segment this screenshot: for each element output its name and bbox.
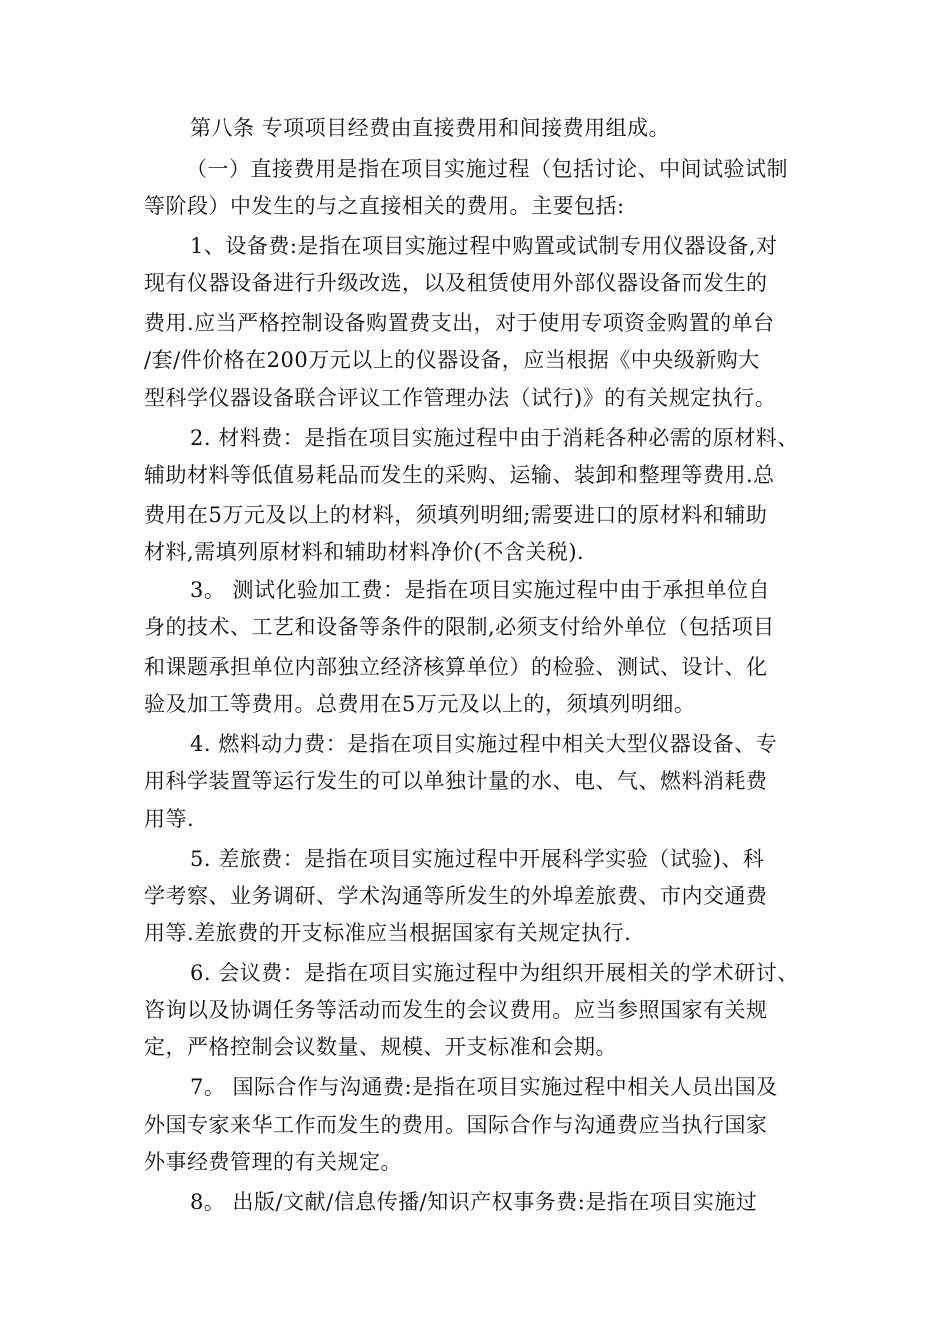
equipment-cost-line-3: 费用.应当严格控制设备购置费支出，对于使用专项资金购置的单台: [144, 311, 775, 335]
material-cost-line-2: 辅助材料等低值易耗品而发生的采购、运输、装卸和整理等费用.总: [144, 463, 775, 487]
material-cost-line-1: 2. 材料费：是指在项目实施过程中由于消耗各种必需的原材料、: [190, 426, 799, 450]
meeting-cost-line-2: 咨询以及协调任务等活动而发生的会议费用。应当参照国家有关规: [144, 998, 768, 1022]
fuel-power-cost-line-2: 用科学装置等运行发生的可以单独计量的水、电、气、燃料消耗费: [144, 769, 768, 793]
meeting-cost-line-3: 定，严格控制会议数量、规模、开支标准和会期。: [144, 1035, 617, 1059]
international-cost-line-1: 7。 国际合作与沟通费:是指在项目实施过程中相关人员出国及: [190, 1075, 778, 1099]
meeting-cost-line-1: 6. 会议费：是指在项目实施过程中为组织开展相关的学术研讨、: [190, 961, 799, 985]
equipment-cost-line-1: 1、设备费:是指在项目实施过程中购置或试制专用仪器设备,对: [190, 234, 778, 258]
international-cost-line-2: 外国专家来华工作而发生的费用。国际合作与沟通费应当执行国家: [144, 1113, 768, 1137]
travel-cost-line-1: 5. 差旅费：是指在项目实施过程中开展科学实验（试验)、科: [190, 847, 765, 871]
article-8-heading: 第八条 专项项目经费由直接费用和间接费用组成。: [190, 116, 671, 140]
travel-cost-line-3: 用等.差旅费的开支标准应当根据国家有关规定执行.: [144, 921, 632, 945]
testing-cost-line-3: 和课题承担单位内部独立经济核算单位）的检验、测试、设计、化: [144, 655, 768, 679]
material-cost-line-4: 材料,需填列原材料和辅助材料净价(不含关税).: [144, 540, 585, 564]
direct-costs-intro-line-2: 等阶段）中发生的与之直接相关的费用。主要包括:: [144, 194, 625, 218]
equipment-cost-line-5: 型科学仪器设备联合评议工作管理办法（试行)》的有关规定执行。: [144, 386, 777, 410]
equipment-cost-line-4: /套/件价格在200万元以上的仪器设备，应当根据《中央级新购大: [144, 348, 760, 372]
equipment-cost-line-2: 现有仪器设备进行升级改选，以及租赁使用外部仪器设备而发生的: [144, 271, 768, 295]
international-cost-line-3: 外事经费管理的有关规定。: [144, 1150, 402, 1174]
testing-cost-line-1: 3。 测试化验加工费：是指在项目实施过程中由于承担单位自: [190, 578, 771, 602]
travel-cost-line-2: 学考察、业务调研、学术沟通等所发生的外埠差旅费、市内交通费: [144, 884, 768, 908]
material-cost-line-3: 费用在5万元及以上的材料，须填列明细;需要进口的原材料和辅助: [144, 503, 768, 527]
fuel-power-cost-line-3: 用等.: [144, 807, 195, 831]
testing-cost-line-4: 验及加工等费用。总费用在5万元及以上的，须填列明细。: [144, 692, 696, 716]
testing-cost-line-2: 身的技术、工艺和设备等条件的限制,必须支付给外单位（包括项目: [144, 615, 775, 639]
fuel-power-cost-line-1: 4. 燃料动力费：是指在项目实施过程中相关大型仪器设备、专: [190, 732, 778, 756]
direct-costs-intro-line-1: （一）直接费用是指在项目实施过程（包括讨论、中间试验试制: [186, 157, 788, 181]
publication-cost-line-1: 8。 出版/文献/信息传播/知识产权事务费:是指在项目实施过: [190, 1190, 758, 1214]
